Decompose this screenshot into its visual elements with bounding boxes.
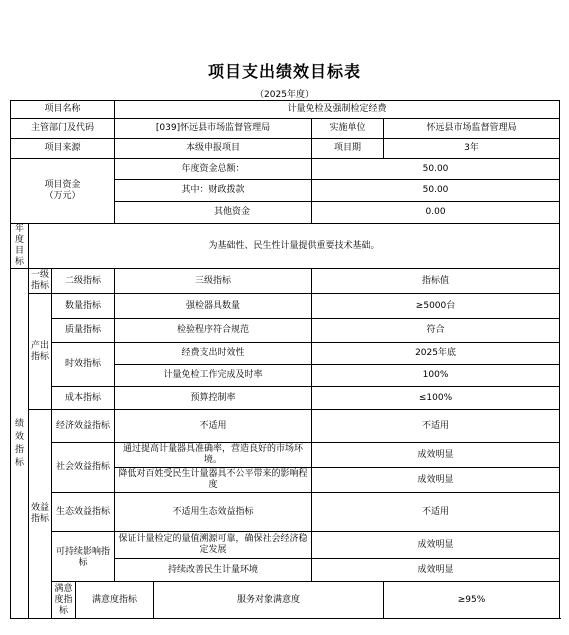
econ-level3: 不适用 [115,410,312,443]
row-satisfaction [11,582,560,619]
label-perf [11,269,29,619]
row-econ [11,410,560,443]
value-source: 本级申报项目 [115,139,312,159]
row-time1 [11,343,560,365]
label-dept: 主管部门及代码 [11,119,115,139]
header-level1-line1: 一级 [31,270,50,280]
social1-level3: 通过提高计量器具准确率，营造良好的市场环境。 [115,443,312,468]
row-project-name [11,101,560,119]
row-quality [11,319,560,343]
page-year: （2025年度） [255,90,314,100]
row-sustain1 [11,532,560,559]
cost-level3: 预算控制率 [115,387,312,410]
social2-level3: 降低对百姓受民生计量器具不公平带来的影响程度 [115,468,312,493]
row-source [11,139,560,159]
row-qty [11,294,560,319]
social1-value: 成效明显 [312,443,560,468]
value-impl-unit: 怀远县市场监督管理局 [384,119,560,139]
time1-value: 2025年底 [312,343,560,365]
value-period: 3年 [384,139,560,159]
row-dept [11,119,560,139]
row-target [11,224,560,269]
eco-level2: 生态效益指标 [52,493,115,532]
label-source: 项目来源 [11,139,115,159]
time1-level3: 经费支出时效性 [115,343,312,365]
label-project-name: 项目名称 [11,101,115,119]
sustain2-level3: 持续改善民生计量环境 [115,559,312,582]
label-output [29,294,52,410]
header-level3: 三级指标 [115,269,312,294]
quality-level3: 检验程序符合规范 [115,319,312,343]
label-benefit-line2: 指标 [31,514,50,524]
label-output-line2: 指标 [31,351,50,362]
header-level2: 二级指标 [52,269,115,294]
row-indicator-header [11,269,560,294]
eco-value: 不适用 [312,493,560,532]
qty-value: ≥5000台 [312,294,560,319]
row-social1 [11,443,560,468]
social2-value: 成效明显 [312,468,560,493]
sustain1-level3: 保证计量检定的量值溯源可靠，确保社会经济稳定发展 [115,532,312,559]
header-level1-line2: 指标 [31,281,50,291]
label-other: 其他资金 [115,202,312,224]
qty-level2: 数量指标 [52,294,115,319]
satis-level2: 满意度指标 [76,582,154,619]
label-funds-line1: 项目资金 [44,180,81,190]
header-value: 指标值 [312,269,560,294]
satis-value: ≥95% [384,582,560,619]
label-benefit [29,410,52,619]
cost-level2: 成本指标 [52,387,115,410]
label-impl-unit: 实施单位 [312,119,384,139]
label-period: 项目期 [312,139,384,159]
row-eco [11,493,560,532]
econ-value: 不适用 [312,410,560,443]
label-fiscal: 其中：财政拨款 [115,180,312,202]
label-perf-text: 绩效指标 [14,418,24,468]
econ-level2: 经济效益指标 [52,410,115,443]
value-fiscal: 50.00 [312,180,560,202]
value-other: 0.00 [312,202,560,224]
sustain1-value: 成效明显 [312,532,560,559]
label-funds-line2: （万元） [44,191,81,201]
cost-value: ≤100% [312,387,560,410]
eco-level3: 不适用生态效益指标 [115,493,312,532]
performance-table [10,100,560,619]
label-target-line2: 目标 [14,246,24,267]
value-project-name: 计量免检及强制检定经费 [115,101,560,119]
sustain2-value: 成效明显 [312,559,560,582]
time2-value: 100% [312,365,560,387]
social-level2: 社会效益指标 [52,443,115,493]
label-satisfaction-line3: 标 [58,605,68,616]
sustain-level2: 可持续影响指标 [52,532,115,582]
quality-level2: 质量指标 [52,319,115,343]
label-benefit-line1: 效益 [31,503,50,513]
qty-level3: 强检器具数量 [115,294,312,319]
label-annual-total: 年度资金总额： [115,159,312,180]
time2-level3: 计量免检工作完成及时率 [115,365,312,387]
label-funds [11,159,115,224]
page-title: 项目支出绩效目标表 [207,62,361,81]
value-annual-total: 50.00 [312,159,560,180]
row-annual-total [11,159,560,180]
label-satisfaction-line2: 度指 [54,594,73,605]
time-level2: 时效指标 [52,343,115,387]
label-satisfaction [52,582,76,619]
row-cost [11,387,560,410]
value-target: 为基础性、民生性计量提供重要技术基础。 [29,224,560,269]
satis-level3: 服务对象满意度 [154,582,384,619]
quality-value: 符合 [312,319,560,343]
label-output-line1: 产出 [31,340,50,351]
value-dept: [039]怀远县市场监督管理局 [115,119,312,139]
label-satisfaction-line1: 满意 [54,583,73,594]
header-level1 [29,269,52,294]
label-target [11,224,29,269]
label-target-line1: 年度 [14,224,24,245]
